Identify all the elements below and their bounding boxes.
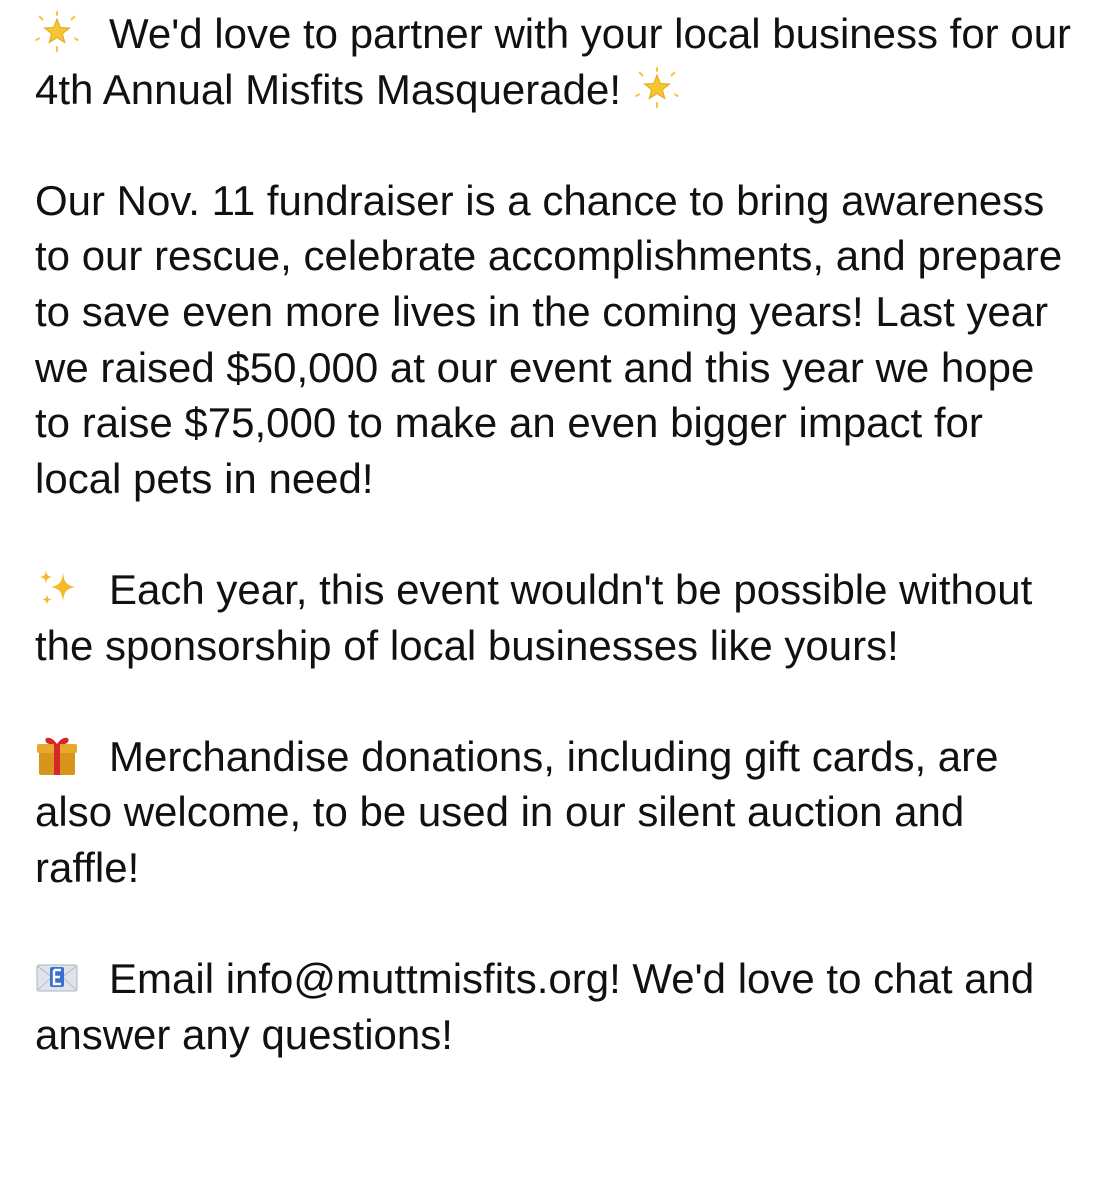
merchandise-paragraph [35, 729, 1080, 896]
intro-paragraph [35, 6, 1080, 117]
sponsorship-text: Each year, this event wouldn't be possible without the sponsorship of local businesses like yours! [35, 565, 1033, 669]
merchandise-text: Merchandise donations, including gift cards, are also welcome, to be used in our silent auction and raffle! [35, 732, 999, 891]
sponsorship-paragraph [35, 562, 1080, 673]
email-paragraph [35, 951, 1080, 1062]
fundraiser-paragraph: Our Nov. 11 fundraiser is a chance to bring awareness to our rescue, celebrate accomplishments, and prepare to save even more lives in the coming years! Last year we raised $50,000 at our event and this year we hope to raise $75,000 to make an even bigger impact for local pets in need! [35, 176, 1063, 502]
intro-text: We'd love to partner with your local business for our 4th Annual Misfits Masquerade! [35, 10, 1072, 113]
email-text: Email info@muttmisfits.org! We'd love to chat and answer any questions! [35, 955, 1035, 1058]
gift-icon [35, 733, 79, 777]
glowing-star-icon [35, 10, 79, 54]
sparkles-icon [35, 566, 79, 610]
post-body [35, 6, 1080, 1062]
email-icon [35, 955, 79, 999]
glowing-star-icon [635, 66, 679, 110]
